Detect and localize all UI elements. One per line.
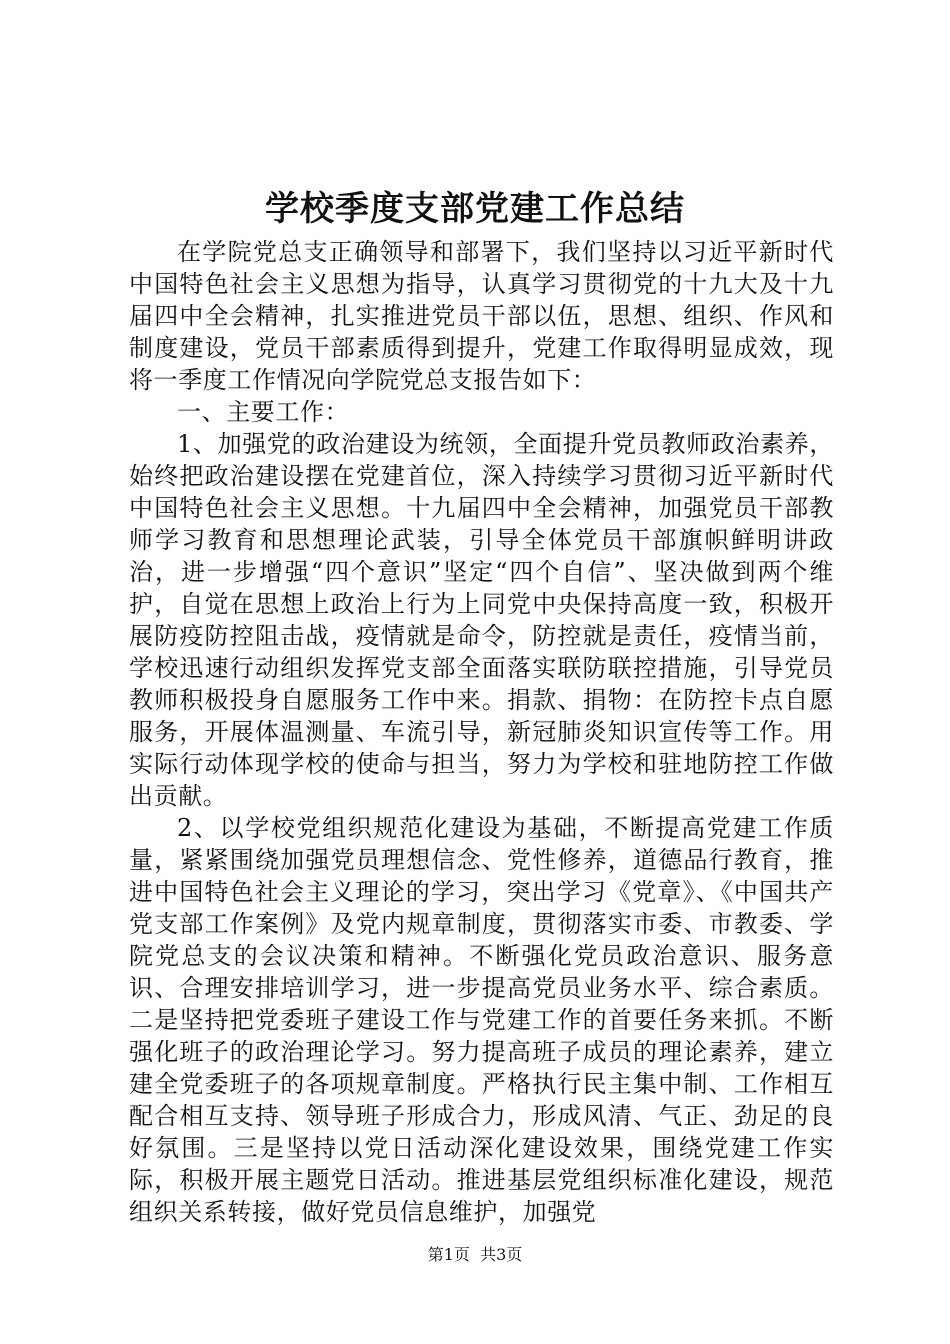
page-number: 第1页 — [427, 1245, 470, 1264]
footer-separator — [470, 1245, 480, 1264]
document-title: 学校季度支部党建工作总结 — [265, 189, 685, 229]
document-body — [129, 236, 834, 1228]
paragraph-item-2: 2、以学校党组织规范化建设为基础，不断提高党建工作质量，紧紧围绕加强党员理想信念、党性修养，道德品行教育，推进中国特色社会主义理论的学习，突出学习《党章》、《中国共产党支部工作案例》及党内规章制度，贯彻落实市委、市教委、学院党总支的会议决策和精神。不断强化党员政治意识、服务意识、合理安排培训学习，进一步提高党员业务水平、综合素质。二是坚持把党委班子建设工作与党建工作的首要任务来抓。不断强化班子的政治理论学习。努力提高班子成员的理论素养，建立建全党委班子的各项规章制度。严格执行民主集中制、工作相互配合相互支持、领导班子形成合力，形成风清、气正、劲足的良好氛围。三是坚持以党日活动深化建设效果，围绕党建工作实际，积极开展主题党日活动。推进基层党组织标准化建设，规范组织关系转接，做好党员信息维护，加强党 — [129, 814, 834, 1226]
page-total: 共3页 — [480, 1245, 523, 1264]
intro-paragraph: 在学院党总支正确领导和部署下，我们坚持以习近平新时代中国特色社会主义思想为指导，认真学习贯彻党的十九大及十九届四中全会精神，扎实推进党员干部以伍，思想、组织、作风和制度建设，党员干部素质得到提升，党建工作取得明显成效，现将一季度工作情况向学院党总支报告如下： — [129, 238, 834, 394]
page-footer — [0, 1244, 950, 1266]
paragraph-item-1: 1、加强党的政治建设为统领，全面提升党员教师政治素养，始终把政治建设摆在党建首位，深入持续学习贯彻习近平新时代中国特色社会主义思想。十九届四中全会精神，加强党员干部教师学习教育和思想理论武装，引导全体党员干部旗帜鲜明讲政治，进一步增强“四个意识”坚定“四个自信”、坚决做到两个维护，自觉在思想上政治上行为上同党中央保持高度一致，积极开展防疫防控阻击战，疫情就是命令，防控就是责任，疫情当前，学校迅速行动组织发挥党支部全面落实联防联控措施，引导党员教师积极投身自愿服务工作中来。捐款、捐物：在防控卡点自愿服务，开展体温测量、车流引导，新冠肺炎知识宣传等工作。用实际行动体现学校的使命与担当，努力为学校和驻地防控工作做出贡献。 — [129, 430, 834, 810]
section-heading-main-work: 一、主要工作： — [177, 398, 350, 426]
